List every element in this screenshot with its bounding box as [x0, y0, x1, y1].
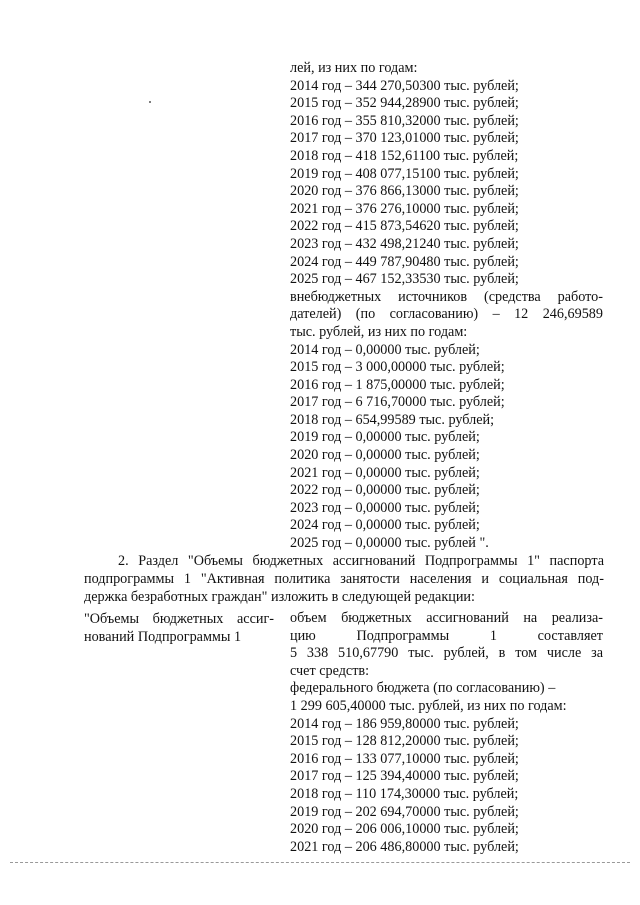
section-body-line5: федерального бюджета (по согласованию) –	[290, 680, 556, 697]
scan-speck	[149, 101, 151, 103]
budget-year-2021: 2021 год – 376 276,10000 тыс. рублей;	[290, 200, 519, 217]
budget-year-2014: 2014 год – 344 270,50300 тыс. рублей;	[290, 77, 519, 94]
extra-sources-line1: внебюджетных источников (средства работо-	[290, 288, 603, 305]
extra-year-2020: 2020 год – 0,00000 тыс. рублей;	[290, 447, 480, 464]
federal-year-2019: 2019 год – 202 694,70000 тыс. рублей;	[290, 803, 519, 820]
section-label	[84, 610, 274, 646]
budget-year-2015: 2015 год – 352 944,28900 тыс. рублей;	[290, 95, 519, 112]
federal-year-2014: 2014 год – 186 959,80000 тыс. рублей;	[290, 715, 519, 732]
extra-year-2024: 2024 год – 0,00000 тыс. рублей;	[290, 517, 480, 534]
budget-year-2018: 2018 год – 418 152,61100 тыс. рублей;	[290, 147, 519, 164]
extra-year-2014: 2014 год – 0,00000 тыс. рублей;	[290, 341, 480, 358]
section-body-line2: цию Подпрограммы 1 составляет	[290, 627, 603, 644]
budget-year-2024: 2024 год – 449 787,90480 тыс. рублей;	[290, 253, 519, 270]
paragraph-line2: подпрограммы 1 "Активная политика занятости населения и социальная под-	[84, 571, 604, 587]
section-label-line1: "Объемы бюджетных ассиг-	[84, 611, 274, 627]
budget-continuation-block	[290, 60, 603, 553]
federal-year-2017: 2017 год – 125 394,40000 тыс. рублей;	[290, 768, 519, 785]
federal-year-2020: 2020 год – 206 006,10000 тыс. рублей;	[290, 821, 519, 838]
extra-year-2025: 2025 год – 0,00000 тыс. рублей ".	[290, 535, 489, 552]
budget-year-2016: 2016 год – 355 810,32000 тыс. рублей;	[290, 112, 519, 129]
extra-year-2021: 2021 год – 0,00000 тыс. рублей;	[290, 464, 480, 481]
amendment-paragraph	[84, 552, 604, 606]
budget-year-2022: 2022 год – 415 873,54620 тыс. рублей;	[290, 218, 519, 235]
section-body	[290, 610, 603, 856]
extra-sources-line3: тыс. рублей, из них по годам:	[290, 323, 468, 340]
intro-line: лей, из них по годам:	[290, 60, 418, 76]
federal-year-2018: 2018 год – 110 174,30000 тыс. рублей;	[290, 785, 519, 802]
extra-year-2017: 2017 год – 6 716,70000 тыс. рублей;	[290, 394, 505, 411]
federal-year-2021: 2021 год – 206 486,80000 тыс. рублей;	[290, 838, 519, 855]
budget-year-2019: 2019 год – 408 077,15100 тыс. рублей;	[290, 165, 519, 182]
section-body-line4: счет средств:	[290, 662, 370, 679]
budget-year-2025: 2025 год – 467 152,33530 тыс. рублей;	[290, 271, 519, 288]
page-bottom-rule	[10, 862, 630, 863]
extra-year-2019: 2019 год – 0,00000 тыс. рублей;	[290, 429, 480, 446]
extra-year-2015: 2015 год – 3 000,00000 тыс. рублей;	[290, 359, 505, 376]
budget-year-2023: 2023 год – 432 498,21240 тыс. рублей;	[290, 235, 519, 252]
extra-year-2022: 2022 год – 0,00000 тыс. рублей;	[290, 482, 480, 499]
extra-sources-line2: дателей) (по согласованию) – 12 246,69589	[290, 306, 603, 323]
section-body-line1: объем бюджетных ассигнований на реализа-	[290, 610, 603, 626]
extra-year-2016: 2016 год – 1 875,00000 тыс. рублей;	[290, 376, 505, 393]
paragraph-line3: держка безработных граждан" изложить в следующей редакции:	[84, 589, 475, 605]
budget-year-2020: 2020 год – 376 866,13000 тыс. рублей;	[290, 183, 519, 200]
section-body-line6: 1 299 605,40000 тыс. рублей, из них по годам:	[290, 697, 567, 714]
federal-year-2016: 2016 год – 133 077,10000 тыс. рублей;	[290, 750, 519, 767]
paragraph-line1: 2. Раздел "Объемы бюджетных ассигнований Подпрограммы 1" паспорта	[118, 553, 604, 569]
budget-year-2017: 2017 год – 370 123,01000 тыс. рублей;	[290, 130, 519, 147]
section-body-line3: 5 338 510,67790 тыс. рублей, в том числе за	[290, 645, 603, 662]
section-label-line2: нований Подпрограммы 1	[84, 629, 242, 645]
federal-year-2015: 2015 год – 128 812,20000 тыс. рублей;	[290, 733, 519, 750]
extra-year-2023: 2023 год – 0,00000 тыс. рублей;	[290, 499, 480, 516]
extra-year-2018: 2018 год – 654,99589 тыс. рублей;	[290, 411, 495, 428]
